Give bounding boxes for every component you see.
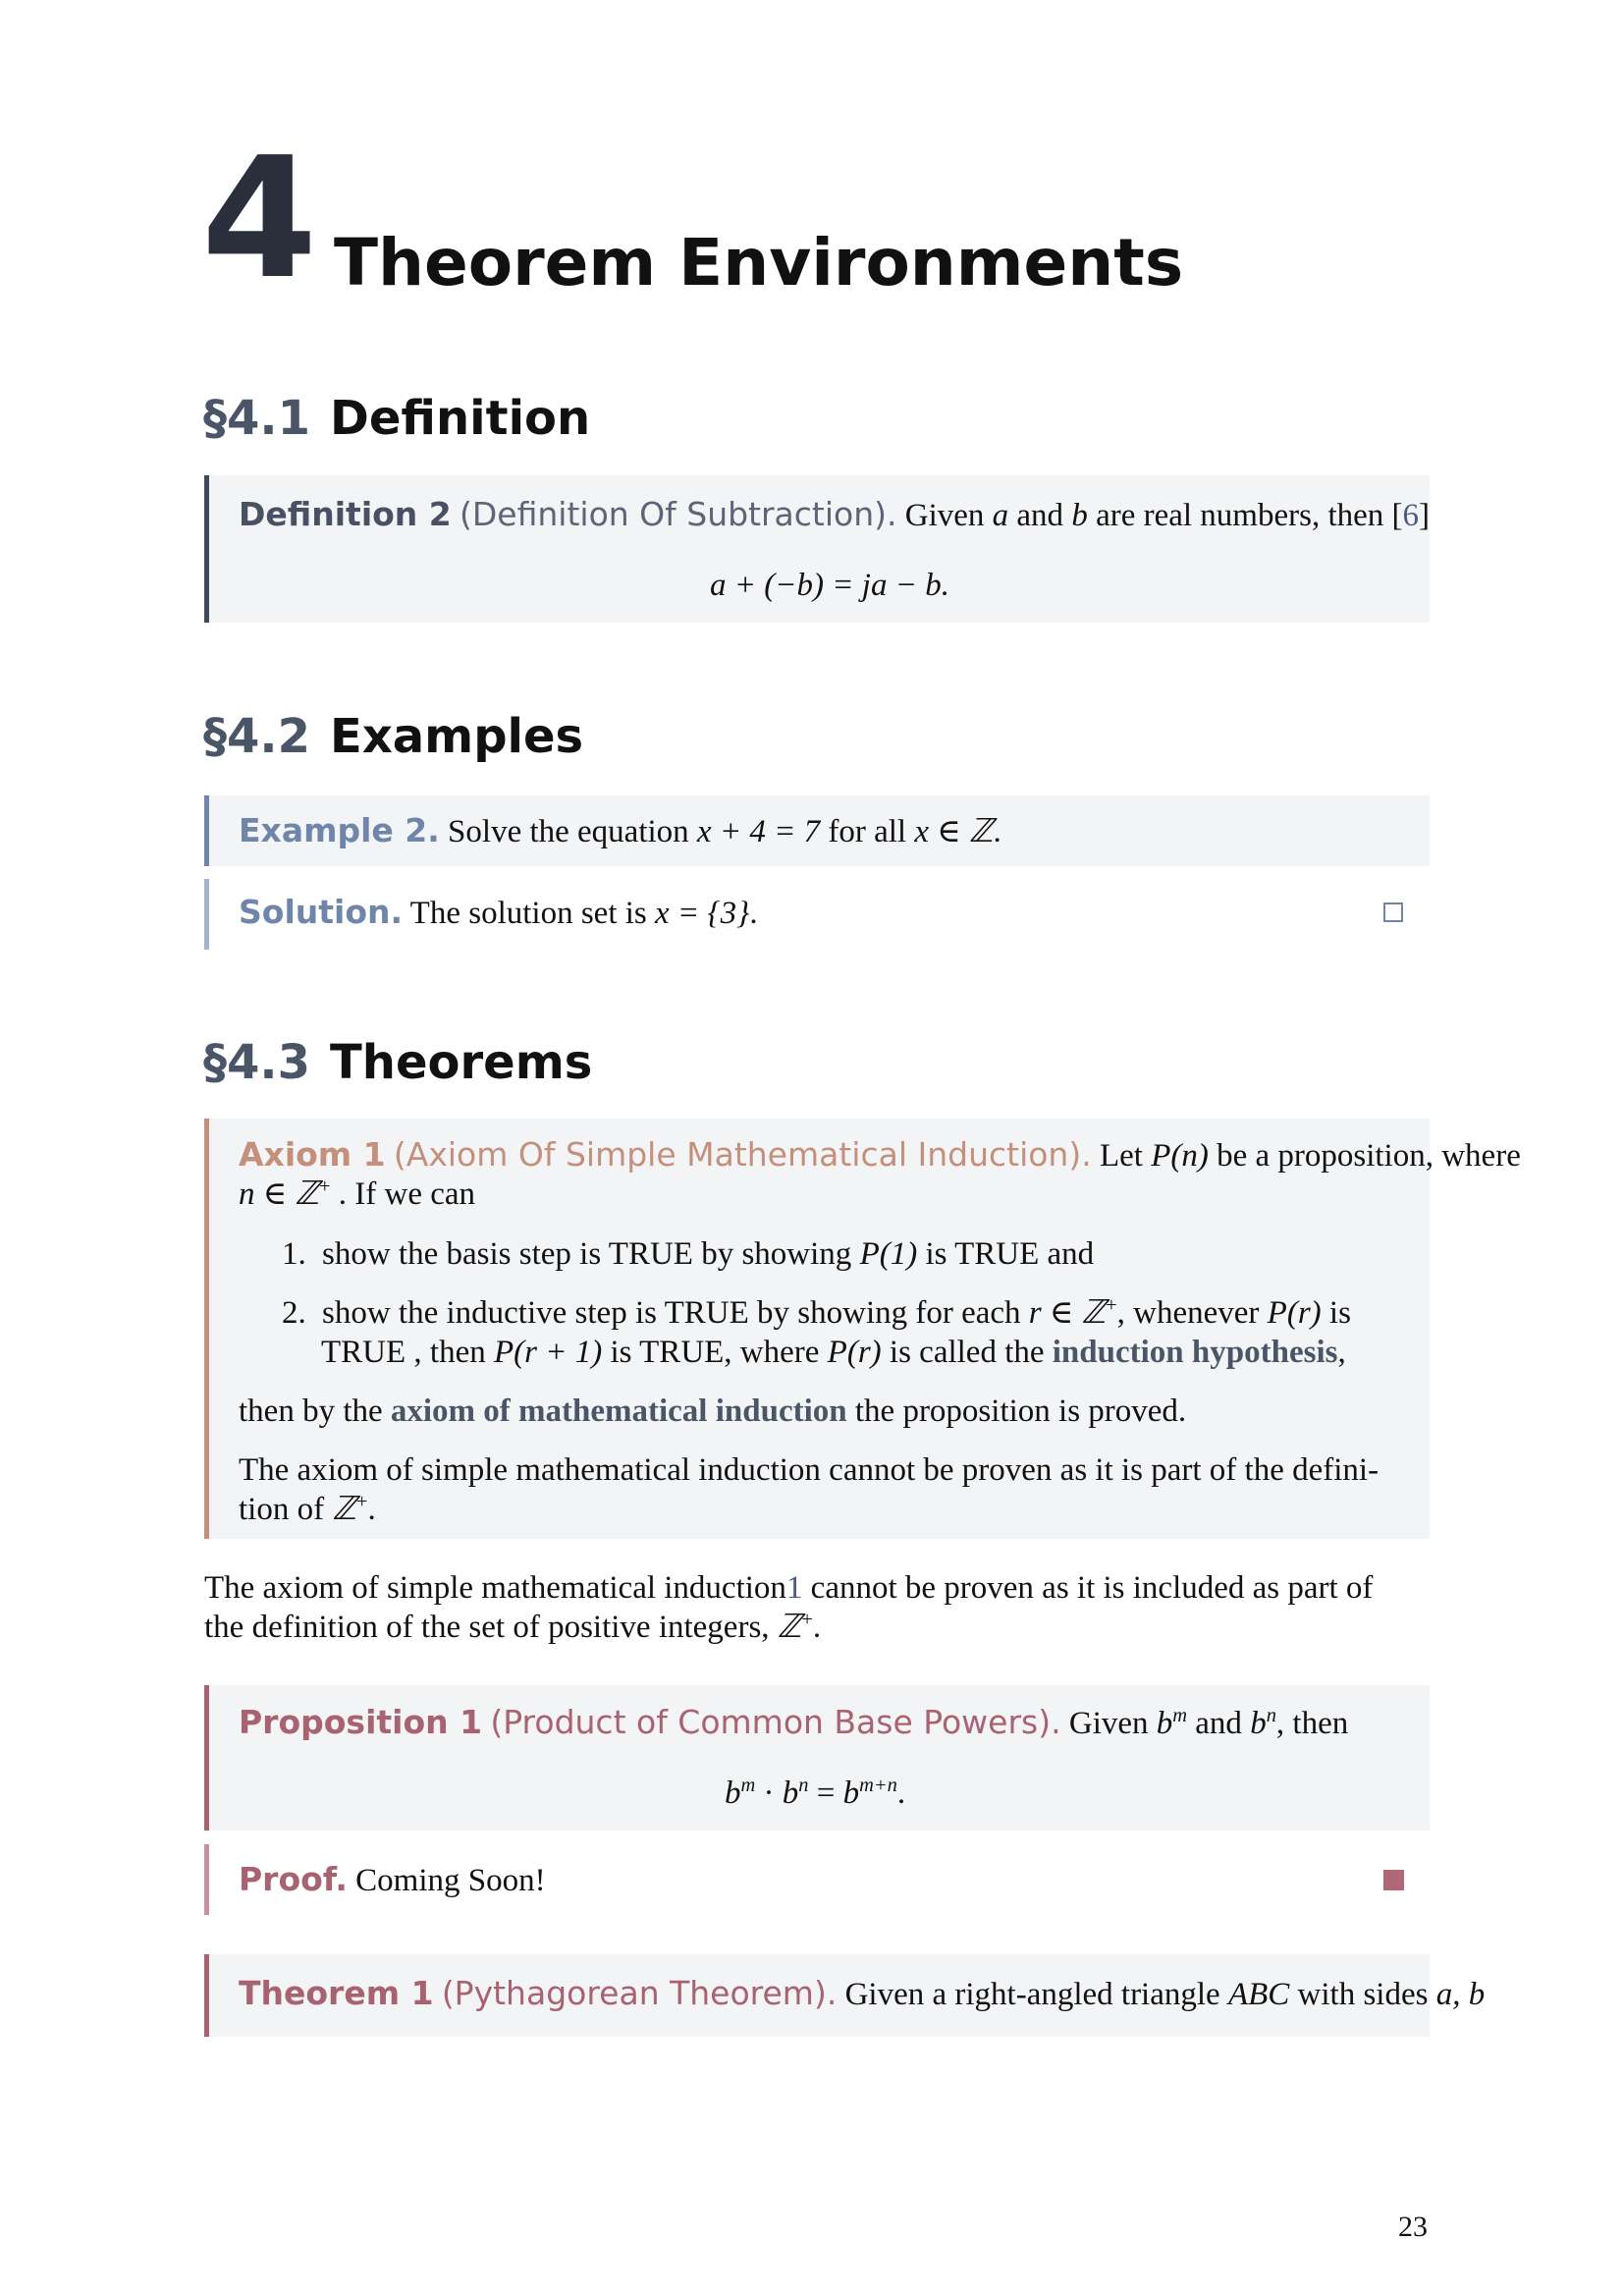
chapter-title: Theorem Environments: [334, 225, 1184, 301]
math-expression: n ∈ ℤ: [239, 1176, 320, 1212]
definition-text: Given: [896, 498, 993, 533]
section-number: §4.2: [203, 709, 311, 764]
proposition-statement: [239, 1703, 1348, 1743]
example-label: Example 2.: [239, 811, 440, 849]
math-superscript: +: [319, 1175, 331, 1197]
axiom-text: then by the: [239, 1394, 391, 1429]
qed-filled-square-icon: [1383, 1870, 1404, 1890]
list-text: ,: [1337, 1335, 1346, 1370]
axiom-text: .: [367, 1492, 376, 1527]
definition-statement: [239, 495, 1430, 535]
definition-equation: a + (−b) = ja − b.: [710, 568, 949, 603]
list-number: 2.: [282, 1295, 306, 1331]
emphasis-term: induction hypothesis: [1052, 1335, 1338, 1370]
math-var: b: [782, 1776, 799, 1811]
solution-statement: [239, 893, 758, 933]
definition-text: are real numbers, then [: [1087, 498, 1403, 533]
list-text: is TRUE and: [917, 1236, 1095, 1272]
theorem-statement: [239, 1974, 1485, 2014]
math-var: b: [1250, 1706, 1267, 1741]
axiom-note-line1: [239, 1450, 1379, 1490]
list-text: is TRUE, where: [602, 1335, 828, 1370]
definition-text: and: [1008, 498, 1072, 533]
list-text: show the inductive step is TRUE by showing for each: [322, 1295, 1029, 1331]
paragraph-text: the definition of the set of positive integers,: [204, 1610, 778, 1645]
list-text: is called the: [881, 1335, 1053, 1370]
footnote-link[interactable]: 1: [785, 1570, 803, 1606]
axiom-statement-line2: [239, 1175, 475, 1214]
solution-label: Solution.: [239, 893, 404, 931]
math-expression: P(r + 1): [493, 1335, 603, 1370]
proof-text: Coming Soon!: [347, 1863, 546, 1898]
math-var: b: [1071, 498, 1088, 533]
axiom-note-line2: [239, 1490, 376, 1529]
example-text: .: [993, 814, 1001, 849]
axiom-box: [204, 1119, 1521, 1539]
theorem-text: with sides: [1289, 1977, 1436, 2012]
math-operator: .: [896, 1776, 906, 1811]
math-superscript: n: [798, 1775, 809, 1796]
example-text: for all: [820, 814, 915, 849]
definition-label: Definition 2: [239, 495, 452, 533]
body-paragraph-line1: [204, 1568, 1373, 1608]
proof-label: Proof.: [239, 1860, 348, 1898]
math-operator: =: [808, 1776, 843, 1811]
math-expression: x + 4 = 7: [696, 814, 821, 849]
proposition-text: Given: [1060, 1706, 1157, 1741]
axiom-text: be a proposition, where: [1208, 1138, 1521, 1174]
proposition-text: and: [1187, 1706, 1251, 1741]
proposition-text: , then: [1275, 1706, 1349, 1741]
section-title: Definition: [330, 391, 591, 446]
math-expression: ℤ: [332, 1492, 356, 1527]
paragraph-text: cannot be proven as it is included as part of: [802, 1570, 1374, 1606]
axiom-text: Let: [1091, 1138, 1152, 1174]
qed-open-square-icon: [1383, 902, 1403, 922]
math-var: b: [1156, 1706, 1173, 1741]
math-superscript: m: [1172, 1705, 1188, 1726]
theorem-name: (Pythagorean Theorem).: [441, 1974, 838, 2012]
page-number: 23: [1398, 2211, 1428, 2243]
proposition-label: Proposition 1: [239, 1703, 483, 1741]
axiom-statement-line1: [239, 1135, 1521, 1175]
definition-box: [204, 475, 1430, 623]
definition-text: ]: [1419, 498, 1430, 533]
section-heading-examples: [203, 707, 583, 766]
math-expression: P(r): [1267, 1295, 1322, 1331]
list-text: show the basis step is TRUE by showing: [322, 1236, 860, 1272]
axiom-name: (Axiom Of Simple Mathematical Induction).: [393, 1135, 1092, 1174]
body-paragraph-line2: [204, 1608, 821, 1647]
section-heading-definition: [203, 389, 590, 448]
example-text: Solve the equation: [439, 814, 697, 849]
axiom-text: . If we can: [330, 1176, 476, 1212]
list-item: [282, 1293, 1351, 1333]
math-expression: ABC: [1227, 1977, 1290, 2012]
math-expression: r ∈ ℤ: [1028, 1295, 1107, 1331]
list-number: 1.: [282, 1236, 306, 1272]
proof-box: [204, 1844, 1430, 1915]
list-item-continuation: [321, 1333, 1346, 1372]
math-var: b: [725, 1776, 741, 1811]
math-operator: ·: [755, 1776, 783, 1811]
section-title: Theorems: [330, 1035, 593, 1090]
section-number: §4.3: [203, 1035, 311, 1090]
chapter-number: 4: [201, 122, 318, 316]
example-box: [204, 795, 1430, 866]
math-superscript: +: [1106, 1294, 1117, 1316]
math-superscript: +: [801, 1609, 813, 1630]
math-expression: a, b: [1435, 1977, 1486, 2012]
math-expression: P(r): [827, 1335, 882, 1370]
axiom-label: Axiom 1: [239, 1135, 386, 1174]
list-text: , whenever: [1116, 1295, 1268, 1331]
axiom-text: the proposition is proved.: [846, 1394, 1187, 1429]
axiom-text: tion of: [239, 1492, 333, 1527]
math-superscript: m: [740, 1775, 756, 1796]
emphasis-term: axiom of mathematical induction: [390, 1394, 847, 1429]
math-expression: x = {3}: [655, 896, 750, 931]
solution-text: The solution set is: [403, 896, 656, 931]
math-expression: x ∈ ℤ: [914, 814, 994, 849]
section-title: Examples: [330, 709, 584, 764]
math-var: a: [992, 498, 1009, 533]
paragraph-text: The axiom of simple mathematical induction: [204, 1570, 786, 1606]
section-heading-theorems: [203, 1033, 592, 1092]
math-superscript: m+n: [859, 1775, 897, 1796]
math-var: b: [842, 1776, 860, 1811]
math-expression: ℤ: [777, 1610, 802, 1645]
solution-text: .: [749, 896, 758, 931]
solution-box: [204, 879, 1430, 950]
math-expression: P(n): [1151, 1138, 1209, 1174]
theorem-box: [204, 1954, 1486, 2037]
citation-link[interactable]: 6: [1402, 498, 1419, 533]
list-text: is: [1321, 1295, 1351, 1331]
axiom-text: The axiom of simple mathematical induction cannot be proven as it is part of the defini-: [239, 1452, 1380, 1488]
math-superscript: +: [355, 1491, 368, 1512]
proof-statement: [239, 1860, 546, 1900]
list-text: TRUE , then: [321, 1335, 494, 1370]
theorem-text: Given a right-angled triangle: [837, 1977, 1228, 2012]
proposition-equation: [725, 1774, 905, 1813]
example-statement: [239, 811, 1001, 851]
section-number: §4.1: [203, 391, 311, 446]
axiom-conclusion: [239, 1392, 1186, 1431]
paragraph-text: .: [812, 1610, 822, 1645]
list-item: [282, 1234, 1094, 1274]
proposition-name: (Product of Common Base Powers).: [490, 1703, 1061, 1741]
math-expression: P(1): [859, 1236, 918, 1272]
definition-name: (Definition Of Subtraction).: [460, 495, 897, 533]
math-superscript: n: [1266, 1705, 1276, 1726]
theorem-label: Theorem 1: [239, 1974, 434, 2012]
proposition-box: [204, 1685, 1430, 1831]
